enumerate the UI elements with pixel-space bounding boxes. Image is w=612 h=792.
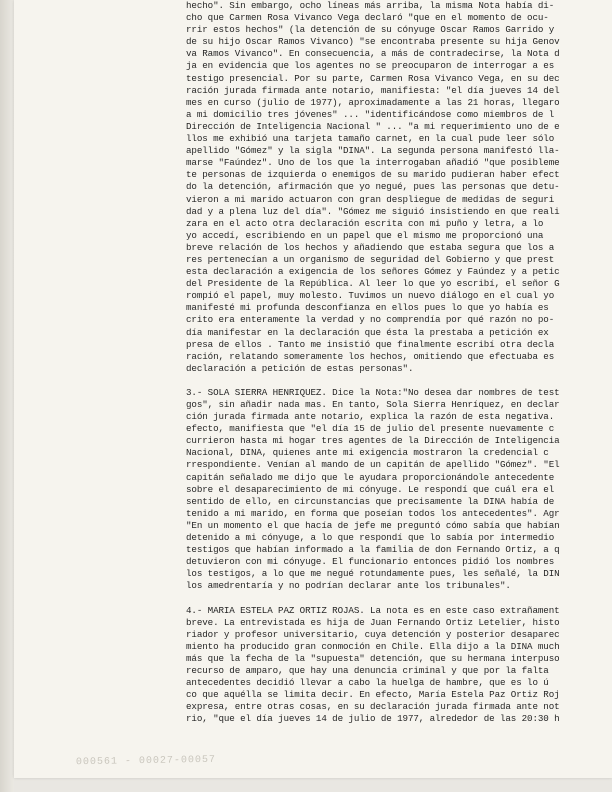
text-line: Dirección de Inteligencia Nacional " ... "a mi requerimiento uno de e	[186, 120, 560, 132]
text-line: breve. La entrevistada es hija de Juan Fernando Ortiz Letelier, histo	[186, 616, 560, 628]
paragraph-gap	[186, 593, 612, 605]
text-line: zara en el acto otra declaración escrita con mi puño y letra, a lo	[186, 217, 544, 229]
text-line: sobre el desaparecimiento de mi cónyuge. Le respondí que cuál era el	[186, 483, 555, 495]
archive-stamp: 000561 - 00027-00057	[75, 754, 217, 769]
text-line: ción jurada firmada ante notario, explica la razón de esta negativa.	[186, 411, 555, 423]
text-line: ración jurada firmada ante notario, manifiesta: "el día jueves 14 del	[186, 84, 560, 96]
text-line: "En un momento el que hacía de jefe me preguntó cómo sabía que habían	[186, 519, 560, 531]
text-line: yo accedí, escribiendo en un papel que el mismo me proporcionó una	[186, 229, 544, 241]
text-line: rrespondiente. Venían al mando de un capitán de apellido "Gómez". "El	[186, 459, 560, 471]
text-line: manifesté mi profunda desconfianza en ellos pues lo que yo había es	[186, 302, 549, 314]
text-line: crito era enteramente la verdad y no comprendía por qué razón no po-	[186, 314, 555, 326]
text-line: Nacional, DINA, quienes ante mi exigencia mostraron la credencial c	[186, 447, 549, 459]
text-line: breve relación de los hechos y añadiendo que estaba segura que los a	[186, 241, 555, 253]
text-line: antecedentes decidió llevar a cabo la huelga de hambre, que es lo ú	[186, 677, 549, 689]
text-line: los amedrentaría y no podrían declarar ante los tribunales".	[186, 580, 511, 592]
text-line: a mi domicilio tres jóvenes" ... "identificándose como miembros de l	[186, 108, 555, 120]
text-line: co que aquélla se limita decir. En efecto, María Estela Paz Ortiz Roj	[186, 689, 560, 701]
document-text-column	[186, 0, 612, 725]
text-line: apellido "Gómez" y la sigla "DINA". La segunda persona manifestó lla-	[186, 145, 560, 157]
paragraph	[186, 605, 612, 726]
paragraph	[186, 0, 612, 375]
text-line: ja en evidencia que los agentes no se preocuparon de interrogar a es	[186, 60, 555, 72]
text-line: llos me exhibió una tarjeta tamaño carnet, en la cual pude leer sólo	[186, 133, 555, 145]
text-line: testigos que habían informado a la familia de don Fernando Ortiz, a q	[186, 544, 560, 556]
text-line: vieron a mi marido actuaron con gran despliegue de medidas de seguri	[186, 193, 555, 205]
text-line: detenido a mi cónyuge, a lo que respondí que lo sabía por intermedio	[186, 532, 555, 544]
text-line: rio, "que el día jueves 14 de julio de 1977, alrededor de las 20:30 h	[186, 713, 560, 725]
text-line: ración, relatando someramente los hechos, omitiendo que efectuaba es	[186, 350, 555, 362]
text-line: riador y profesor universitario, cuya detención y posterior desaparec	[186, 628, 560, 640]
text-line: más que la fecha de la "supuesta" detención, que su hermana interpuso	[186, 652, 560, 664]
text-line: efecto, manifiesta que "el día 15 de julio del presente nuevamente c	[186, 423, 555, 435]
text-line: capitán señalado me dijo que le ayudara proporcionándole antecedente	[186, 471, 555, 483]
text-line: marse "Faúndez". Uno de los que la interrogaban añadió "que posibleme	[186, 157, 560, 169]
text-line: sentido de ello, en circunstancias que precisamente la DINA había de	[186, 495, 555, 507]
text-line: hecho". Sin embargo, ocho líneas más arriba, la misma Nota había di-	[186, 0, 555, 11]
text-line: día manifestar en la declaración que ésta la prestaba a petición ex	[186, 326, 549, 338]
text-line: testigo presencial. Por su parte, Carmen Rosa Vivanco Vega, en su dec	[186, 72, 560, 84]
document-page	[14, 0, 612, 778]
text-line: res pertenecían a un organismo de seguridad del Gobierno y que prest	[186, 253, 555, 265]
text-line: recurso de amparo, que hay una denuncia criminal y que por la falta	[186, 664, 549, 676]
text-line: expresa, entre otras cosas, en su declaración jurada firmada ante not	[186, 701, 560, 713]
text-line: te personas de izquierda o enemigos de su marido pudieran haber efect	[186, 169, 560, 181]
page-binding-edge	[0, 0, 14, 792]
text-line: de su hijo Oscar Ramos Vivanco) "se encontraba presente su hija Genov	[186, 36, 560, 48]
text-line: 4.- MARIA ESTELA PAZ ORTIZ ROJAS. La nota es en este caso extrañament	[186, 604, 560, 616]
text-line: mes en curso (julio de 1977), aproximadamente a las 21 horas, llegaro	[186, 96, 560, 108]
text-line: 3.- SOLA SIERRA HENRIQUEZ. Dice la Nota:"No desea dar nombres de test	[186, 386, 560, 398]
text-line: esta declaración a exigencia de los señores Gómez y Faúndez y a petic	[186, 266, 560, 278]
text-line: rrir estos hechos" (la detención de su cónyuge Oscar Ramos Garrido y	[186, 24, 555, 36]
text-line: los testigos, a lo que me negué rotundamente pues, les señalé, la DIN	[186, 568, 560, 580]
text-line: del Presidente de la República. Al leer lo que yo escribí, el señor G	[186, 278, 560, 290]
text-line: gos", sin añadir nada mas. En tanto, Sola Sierra Henríquez, en declar	[186, 399, 560, 410]
text-line: detuvieron con mi cónyuge. El funcionario entonces pidió los nombres	[186, 556, 555, 568]
text-line: do la detención, afirmación que yo negué, pues las personas que detu-	[186, 181, 560, 193]
text-line: tenido a mi marido, en forma que poseían todos los antecedentes". Agr	[186, 507, 560, 519]
paragraph	[186, 387, 612, 593]
text-line: declaración a petición de estas personas".	[186, 362, 414, 374]
paragraph-gap	[186, 375, 612, 387]
text-line: miento ha producido gran conmoción en Chile. Ella dijo a la DINA much	[186, 640, 560, 652]
text-line: cho que Carmen Rosa Vivanco Vega declaró "que en el momento de ocu-	[186, 12, 549, 24]
text-line: rompió el papel, muy molesto. Tuvimos un nuevo diálogo en el cual yo	[186, 290, 555, 302]
text-line: currieron hasta mi hogar tres agentes de la Dirección de Inteligencia	[186, 435, 560, 447]
text-line: va Ramos Vivanco". En consecuencia, a más de contradecirse, la Nota d	[186, 48, 560, 60]
text-line: dad y a plena luz del día". "Gómez me siguió insistiendo en que reali	[186, 205, 560, 217]
text-line: presa de ellos . Tanto me insistió que finalmente escribí otra decla	[186, 338, 555, 350]
